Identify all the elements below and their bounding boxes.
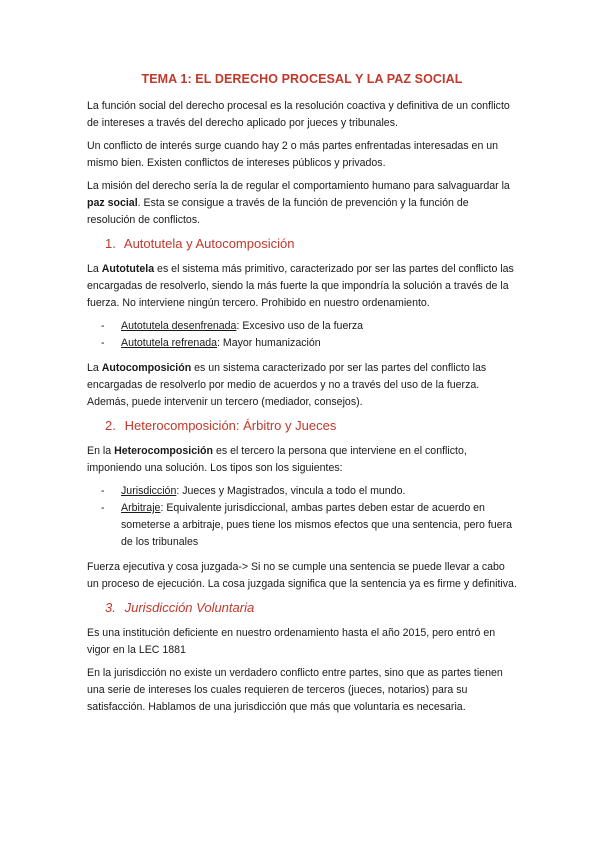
list-term: Arbitraje — [121, 502, 161, 514]
section2-paragraph-2: Fuerza ejecutiva y cosa juzgada-> Si no se cumple una sentencia se puede llevar a cabo un proceso de ejecución. La cosa juzgada significa que la sentencia ya es firme y definitiva. — [87, 561, 517, 590]
list-desc: : Excesivo uso de la fuerza — [236, 320, 364, 332]
list-term: Autotutela desenfrenada — [121, 320, 237, 332]
list-desc: : Equivalente jurisdiccional, ambas partes deben estar de acuerdo en someterse a arbitraje, pues tiene los mismos efectos que una sentencia, pero fuera de los tribunales — [121, 502, 513, 548]
text-run: La — [87, 362, 102, 374]
bold-term: Autocomposición — [101, 362, 192, 374]
text-run: es el sistema más primitivo, caracterizado por ser las partes del conflicto las encargadas de resolverlo, siendo la más fuerte la que impondría la solución a través de la fuerza. No interviene ningún tercero. Prohibido en nuestro ordenamiento. — [87, 263, 514, 309]
text-run: La misión del derecho sería la de regular el comportamiento humano para salvaguardar la — [87, 180, 510, 192]
page-title: TEMA 1: EL DERECHO PROCESAL Y LA PAZ SOCIAL — [141, 72, 463, 86]
text-run: es el tercero la persona que interviene en el conflicto, imponiendo una solución. Los tipos son los siguientes: — [87, 445, 467, 474]
list-item — [87, 335, 517, 352]
section-number: 2. — [105, 418, 116, 433]
document-page — [87, 72, 517, 722]
section-heading-3 — [87, 599, 517, 617]
text-run: La — [87, 263, 102, 275]
list-desc: : Jueces y Magistrados, vincula a todo el mundo. — [176, 485, 406, 497]
section-heading-2 — [87, 417, 517, 435]
intro-paragraph-2: Un conflicto de interés surge cuando hay 2 o más partes enfrentadas interesadas en un mismo bien. Existen conflictos de intereses públicos y privados. — [87, 140, 499, 169]
bold-term: paz social — [87, 197, 138, 209]
bold-term: Autotutela — [101, 263, 155, 275]
list-term: Autotutela refrenada — [121, 337, 218, 349]
section-heading-text: Heterocomposición: Árbitro y Jueces — [124, 418, 337, 433]
section-number: 3. — [105, 600, 116, 615]
text-run: En la — [87, 445, 115, 457]
list-item — [87, 500, 517, 551]
section-number: 1. — [105, 236, 116, 251]
text-run: . Esta se consigue a través de la función de prevención y la función de resolución de conflictos. — [87, 197, 469, 226]
section-heading-text: Jurisdicción Voluntaria — [124, 600, 255, 615]
section2-list — [87, 483, 517, 551]
list-item — [87, 483, 517, 500]
section3-paragraph-1: Es una institución deficiente en nuestro ordenamiento hasta el año 2015, pero entró en vigor en la LEC 1881 — [87, 627, 496, 656]
intro-paragraph-1: La función social del derecho procesal es la resolución coactiva y definitiva de un conflicto de intereses a través del derecho aplicado por jueces y tribunales. — [87, 100, 510, 129]
section1-paragraph-1 — [87, 261, 517, 312]
list-term: Jurisdicción — [121, 485, 177, 497]
section1-list — [87, 318, 517, 352]
list-item — [87, 318, 517, 335]
section-heading-text: Autotutela y Autocomposición — [123, 236, 295, 251]
list-desc: : Mayor humanización — [217, 337, 321, 349]
text-run: es un sistema caracterizado por ser las partes del conflicto las encargadas de resolverlo por medio de acuerdos y no a través del uso de la fuerza. Además, puede intervenir un tercero (mediador, consejos). — [87, 362, 487, 408]
section-heading-1 — [87, 235, 517, 253]
section2-paragraph-1 — [87, 443, 517, 477]
section3-paragraph-2: En la jurisdicción no existe un verdadero conflicto entre partes, sino que as partes tienen una serie de intereses los cuales requieren de terceros (jueces, notarios) para su satisfacción. Hablamos de una jurisdicción que más que voluntaria es necesaria. — [87, 667, 503, 713]
section1-paragraph-2 — [87, 360, 517, 411]
bold-term: Heterocomposición — [114, 445, 213, 457]
intro-paragraph-3 — [87, 178, 517, 229]
